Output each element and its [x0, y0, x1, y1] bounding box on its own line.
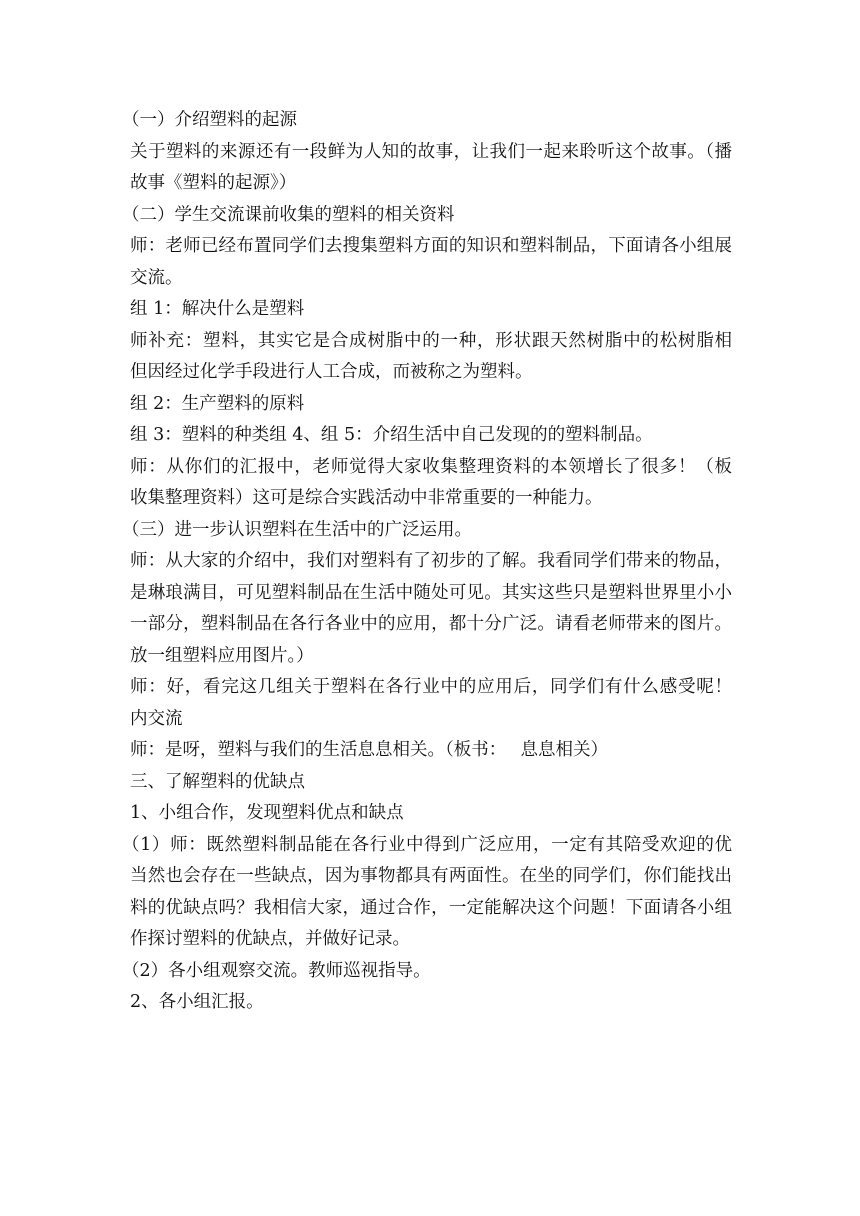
subsection-heading: 2、各小组汇报。 [130, 992, 264, 1012]
paragraph-line: 是琳琅满目，可见塑料制品在生活中随处可见。其实这些只是塑料世界里小小 [130, 582, 732, 603]
paragraph-line: 收集整理资料）这可是综合实践活动中非常重要的一种能力。 [130, 488, 603, 508]
paragraph-line: 组 1：解决什么是塑料 [130, 299, 305, 319]
paragraph-line: （1）师：既然塑料制品能在各行业中得到广泛应用，一定有其陪受欢迎的优 [122, 834, 732, 855]
paragraph-line: 师：好，看完这几组关于塑料在各行业中的应用后，同学们有什么感受呢！ [130, 677, 732, 697]
paragraph-line: 放一组塑料应用图片。） [130, 645, 314, 666]
paragraph-line: 当然也会存在一些缺点，因为事物都具有两面性。在坐的同学们，你们能找出 [130, 866, 732, 886]
paragraph-line: 师：从你们的汇报中，老师觉得大家收集整理资料的本领增长了很多！（板 [130, 456, 732, 477]
section-heading-applications: （三）进一步认识塑料在生活中的广泛运用。 [122, 519, 472, 540]
paragraph-line: 故事《塑料的起源》） [130, 173, 297, 193]
paragraph-line: 关于塑料的来源还有一段鲜为人知的故事，让我们一起来聆听这个故事。（播 [130, 141, 732, 162]
paragraph-line: （2）各小组观察交流。教师巡视指导。 [122, 960, 431, 981]
paragraph-line: 一部分，塑料制品在各行各业中的应用，都十分广泛。请看老师带来的图片。 [130, 614, 732, 634]
section-heading-origin: （一）介绍塑料的起源 [122, 110, 297, 130]
paragraph-line: 料的优缺点吗？我相信大家，通过合作，一定能解决这个问题！下面请各小组 [130, 897, 732, 918]
paragraph-line: 师补充：塑料，其实它是合成树脂中的一种，形状跟天然树脂中的松树脂相 [130, 330, 732, 351]
paragraph-line: 师：从大家的介绍中，我们对塑料有了初步的了解。我看同学们带来的物品， [130, 551, 732, 571]
paragraph-line: 内交流 [130, 708, 183, 729]
paragraph-line: 组 2：生产塑料的原料 [130, 393, 305, 414]
paragraph-line: 作探讨塑料的优缺点，并做好记录。 [130, 929, 410, 949]
section-heading-exchange: （二）学生交流课前收集的塑料的相关资料 [122, 204, 455, 225]
paragraph-line: 师：老师已经布置同学们去搜集塑料方面的知识和塑料制品，下面请各小组展 [130, 236, 732, 256]
paragraph-line: 交流。 [130, 267, 183, 288]
paragraph-line: 师：是呀，塑料与我们的生活息息相关。（板书： 息息相关） [130, 740, 609, 760]
paragraph-line: 组 3：塑料的种类组 4、组 5：介绍生活中自己发现的的塑料制品。 [130, 425, 653, 445]
section-heading-pros-cons: 三、了解塑料的优缺点 [130, 771, 305, 792]
subsection-heading: 1、小组合作，发现塑料优点和缺点 [130, 803, 404, 823]
paragraph-line: 但因经过化学手段进行人工合成，而被称之为塑料。 [130, 362, 533, 382]
document-body [122, 105, 732, 1019]
